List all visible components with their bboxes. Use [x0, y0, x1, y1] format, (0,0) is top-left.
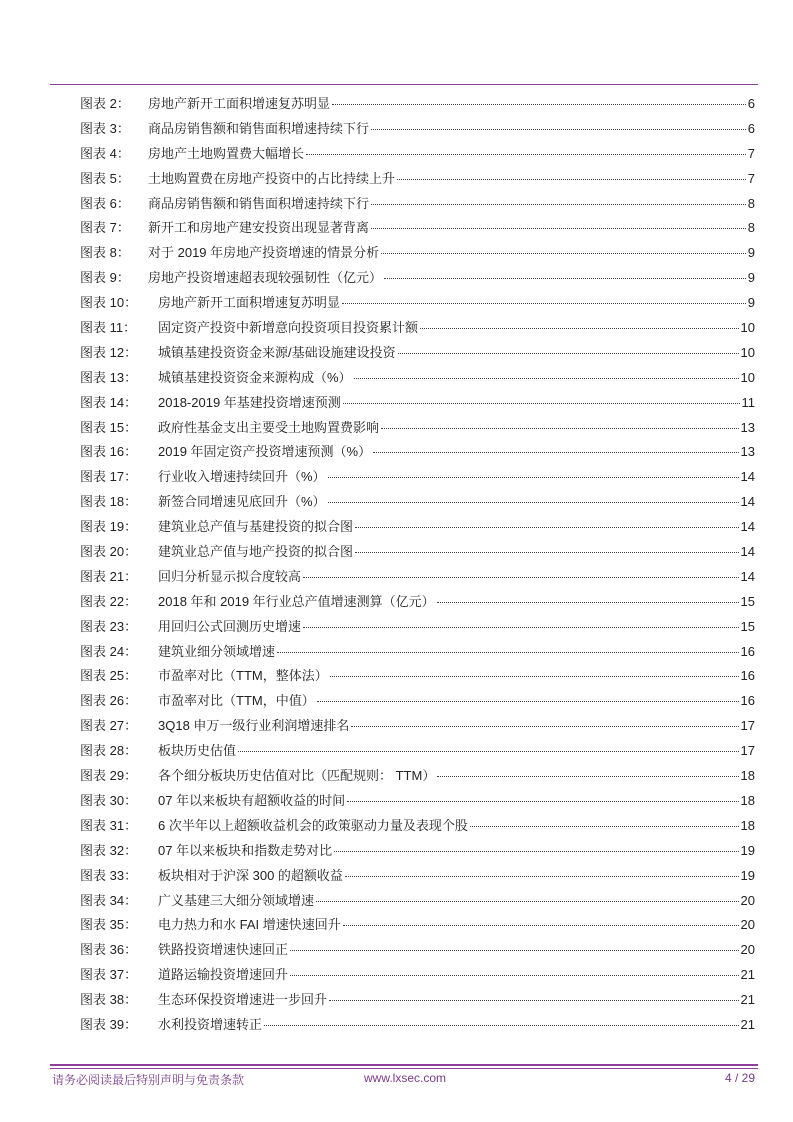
dot-leader: [334, 851, 738, 852]
figure-label: 图表 38：: [80, 992, 138, 1008]
page-number[interactable]: 17: [740, 743, 755, 759]
page-number[interactable]: 9: [747, 270, 755, 286]
figure-label: 图表 34：: [80, 892, 138, 908]
dot-leader: [384, 278, 746, 279]
figure-label: 图表 11：: [80, 320, 137, 336]
toc-entry[interactable]: [80, 465, 755, 490]
page-number[interactable]: 20: [740, 917, 755, 933]
dot-leader: [355, 552, 739, 553]
footer-website-link[interactable]: www.lxsec.com: [364, 1071, 447, 1085]
footer-divider: [50, 1064, 758, 1066]
page-number[interactable]: 18: [740, 792, 755, 808]
toc-entry[interactable]: [80, 1013, 755, 1038]
figure-title[interactable]: 房地产投资增速超表现较强韧性（亿元）: [148, 270, 383, 286]
toc-entry[interactable]: [80, 764, 755, 789]
figure-title[interactable]: 2018 年和 2019 年行业总产值增速测算（亿元）: [158, 593, 435, 609]
page-number[interactable]: 7: [747, 145, 755, 161]
figure-title[interactable]: 新签合同增速见底回升（%）: [158, 494, 326, 510]
figure-title[interactable]: 城镇基建投资资金来源/基础设施建设投资: [158, 344, 396, 360]
page-number[interactable]: 9: [747, 245, 755, 261]
toc-entry[interactable]: [80, 117, 755, 142]
figure-title[interactable]: 07 年以来板块和指数走势对比: [158, 842, 333, 858]
figure-title[interactable]: 电力热力和水 FAI 增速快速回升: [158, 917, 341, 933]
figure-title[interactable]: 板块历史估值: [158, 743, 237, 759]
page-number[interactable]: 20: [740, 942, 755, 958]
figure-title[interactable]: 广义基建三大细分领域增速: [158, 892, 315, 908]
figure-title[interactable]: 房地产新开工面积增速复苏明显: [148, 96, 331, 111]
figure-title[interactable]: 生态环保投资增速进一步回升: [158, 992, 328, 1008]
figure-label: 图表 20：: [80, 544, 138, 560]
dot-leader: [342, 303, 746, 304]
figure-title[interactable]: 建筑业细分领域增速: [158, 643, 276, 659]
figure-title[interactable]: 市盈率对比（TTM，整体法）: [158, 668, 328, 684]
figure-title[interactable]: 水利投资增速转正: [158, 1016, 263, 1032]
dot-leader: [371, 129, 746, 130]
figure-label: 图表 24：: [80, 643, 138, 659]
dot-leader: [316, 901, 739, 902]
toc-entry[interactable]: [80, 391, 755, 416]
dot-leader: [420, 328, 739, 329]
figure-title[interactable]: 2019 年固定资产投资增速预测（%）: [158, 444, 372, 460]
dot-leader: [277, 652, 739, 653]
footer-divider-thin: [50, 1068, 758, 1069]
figure-title[interactable]: 用回归公式回测历史增速: [158, 618, 302, 634]
page-number[interactable]: 10: [740, 320, 755, 336]
toc-entry[interactable]: [80, 291, 755, 316]
figure-label: 图表 12：: [80, 344, 138, 360]
toc-entry[interactable]: [80, 241, 755, 266]
figure-label: 图表 10：: [80, 295, 138, 311]
page-number[interactable]: 17: [740, 718, 755, 734]
figure-title[interactable]: 土地购置费在房地产投资中的占比持续上升: [148, 170, 396, 186]
dot-leader: [398, 353, 739, 354]
figure-title[interactable]: 房地产新开工面积增速复苏明显: [158, 295, 341, 311]
toc-entry[interactable]: [80, 316, 755, 341]
figure-title[interactable]: 市盈率对比（TTM，中值）: [158, 693, 315, 709]
figure-title[interactable]: 政府性基金支出主要受土地购置费影响: [158, 419, 380, 435]
figure-label: 图表 26：: [80, 693, 138, 709]
figure-title[interactable]: 房地产土地购置费大幅增长: [148, 145, 305, 161]
toc-entry[interactable]: [80, 341, 755, 366]
page-number[interactable]: 16: [740, 643, 755, 659]
figure-label: 图表 19：: [80, 519, 138, 535]
figure-label: 图表 6：: [80, 195, 130, 211]
toc-entry[interactable]: [80, 366, 755, 391]
toc-entry[interactable]: [80, 440, 755, 465]
figure-label: 图表 2：: [80, 96, 130, 111]
page-number[interactable]: 14: [740, 544, 755, 560]
figure-label: 图表 30：: [80, 792, 138, 808]
toc-entry[interactable]: [80, 664, 755, 689]
page-number[interactable]: 15: [740, 593, 755, 609]
figure-title[interactable]: 板块相对于沪深 300 的超额收益: [158, 867, 343, 883]
footer-disclaimer[interactable]: 请务必阅读最后特别声明与免责条款: [52, 1073, 245, 1087]
toc-entry[interactable]: [80, 913, 755, 938]
dot-leader: [347, 801, 738, 802]
figure-label: 图表 13：: [80, 369, 138, 385]
figure-label: 图表 32：: [80, 842, 138, 858]
page-number[interactable]: 14: [740, 494, 755, 510]
figure-title[interactable]: 2018-2019 年基建投资增速预测: [158, 394, 341, 410]
page-number[interactable]: 13: [740, 419, 755, 435]
toc-entry[interactable]: [80, 689, 755, 714]
figure-title[interactable]: 商品房销售额和销售面积增速持续下行: [148, 195, 370, 211]
figure-label: 图表 33：: [80, 867, 138, 883]
figure-label: 图表 18：: [80, 494, 138, 510]
figure-label: 图表 5：: [80, 170, 130, 186]
dot-leader: [470, 826, 739, 827]
figure-title[interactable]: 对于 2019 年房地产投资增速的情景分析: [148, 245, 380, 261]
page-number[interactable]: 9: [747, 295, 755, 311]
dot-leader: [332, 104, 746, 105]
figure-label: 图表 37：: [80, 967, 138, 983]
page-number[interactable]: 14: [740, 568, 755, 584]
figure-title[interactable]: 各个细分板块历史估值对比（匹配规则： TTM）: [158, 768, 436, 784]
figure-label: 图表 17：: [80, 469, 138, 485]
figure-title[interactable]: 行业收入增速持续回升（%）: [158, 469, 326, 485]
figure-label: 图表 23：: [80, 618, 138, 634]
figure-title[interactable]: 建筑业总产值与基建投资的拟合图: [158, 519, 354, 535]
header-divider: [50, 84, 758, 85]
page-number[interactable]: 15: [740, 618, 755, 634]
figure-label: 图表 31：: [80, 817, 138, 833]
toc-entry[interactable]: [80, 515, 755, 540]
toc-entry[interactable]: [80, 839, 755, 864]
toc-entry[interactable]: [80, 789, 755, 814]
dot-leader: [437, 602, 739, 603]
page-number[interactable]: 21: [740, 1016, 755, 1032]
dot-leader: [371, 204, 746, 205]
dot-leader: [330, 676, 739, 677]
toc-entry[interactable]: [80, 490, 755, 515]
page-number[interactable]: 10: [740, 369, 755, 385]
toc-entry[interactable]: [80, 216, 755, 241]
dot-leader: [306, 154, 746, 155]
page-number[interactable]: 7: [747, 170, 755, 186]
figure-title[interactable]: 6 次半年以上超额收益机会的政策驱动力量及表现个股: [158, 817, 468, 833]
dot-leader: [354, 378, 739, 379]
figure-label: 图表 3：: [80, 120, 130, 136]
dot-leader: [290, 950, 739, 951]
dot-leader: [355, 527, 739, 528]
figure-title[interactable]: 3Q18 申万一级行业利润增速排名: [158, 718, 350, 734]
page-number[interactable]: 10: [740, 344, 755, 360]
page-number[interactable]: 19: [740, 842, 755, 858]
figure-label: 图表 35：: [80, 917, 138, 933]
page-number[interactable]: 6: [747, 120, 755, 136]
page-number[interactable]: 14: [740, 469, 755, 485]
dot-leader: [303, 577, 739, 578]
toc-entry[interactable]: [80, 739, 755, 764]
figure-label: 图表 14：: [80, 394, 138, 410]
figure-label: 图表 16：: [80, 444, 138, 460]
toc-entry[interactable]: [80, 615, 755, 640]
dot-leader: [264, 1025, 739, 1026]
page-number[interactable]: 16: [740, 693, 755, 709]
dot-leader: [381, 253, 746, 254]
dot-leader: [351, 726, 738, 727]
figure-label: 图表 36：: [80, 942, 138, 958]
toc-entry[interactable]: [80, 142, 755, 167]
figure-label: 图表 15：: [80, 419, 138, 435]
dot-leader: [381, 428, 739, 429]
toc-entry[interactable]: [80, 963, 755, 988]
toc-entry[interactable]: [80, 416, 755, 441]
figure-title[interactable]: 铁路投资增速快速回正: [158, 942, 289, 958]
dot-leader: [290, 975, 739, 976]
dot-leader: [328, 477, 739, 478]
toc-entry[interactable]: [80, 565, 755, 590]
page-number[interactable]: 18: [740, 817, 755, 833]
page-number[interactable]: 18: [740, 768, 755, 784]
figure-label: 图表 29：: [80, 768, 138, 784]
dot-leader: [343, 925, 739, 926]
toc-entry[interactable]: [80, 192, 755, 217]
figure-title[interactable]: 城镇基建投资资金来源构成（%）: [158, 369, 352, 385]
toc-entry[interactable]: [80, 92, 755, 117]
page-number[interactable]: 13: [740, 444, 755, 460]
figure-label: 图表 25：: [80, 668, 138, 684]
figure-label: 图表 21：: [80, 568, 138, 584]
figure-label: 图表 22：: [80, 593, 138, 609]
figure-title[interactable]: 商品房销售额和销售面积增速持续下行: [148, 120, 370, 136]
page-number[interactable]: 8: [747, 195, 755, 211]
dot-leader: [371, 228, 746, 229]
footer-page-number: 4 / 29: [724, 1071, 755, 1085]
figure-title[interactable]: 新开工和房地产建安投资出现显著背离: [148, 220, 370, 236]
toc-entry[interactable]: [80, 938, 755, 963]
page-number[interactable]: 19: [740, 867, 755, 883]
page-number[interactable]: 6: [747, 96, 755, 111]
dot-leader: [238, 751, 739, 752]
toc-entry[interactable]: [80, 640, 755, 665]
figure-title[interactable]: 建筑业总产值与地产投资的拟合图: [158, 544, 354, 560]
page-number[interactable]: 16: [740, 668, 755, 684]
toc-entry[interactable]: [80, 590, 755, 615]
dot-leader: [345, 876, 739, 877]
figure-title[interactable]: 道路运输投资增速回升: [158, 967, 289, 983]
toc-entry[interactable]: [80, 889, 755, 914]
page-number[interactable]: 11: [741, 394, 755, 410]
dot-leader: [373, 452, 738, 453]
figure-label: 图表 4：: [80, 145, 130, 161]
toc-entry[interactable]: [80, 167, 755, 192]
figure-label: 图表 9：: [80, 270, 130, 286]
toc-entry[interactable]: [80, 714, 755, 739]
toc-entry[interactable]: [80, 988, 755, 1013]
toc-entry[interactable]: [80, 864, 755, 889]
dot-leader: [329, 1000, 739, 1001]
page-number[interactable]: 20: [740, 892, 755, 908]
figure-label: 图表 27：: [80, 718, 138, 734]
dot-leader: [317, 701, 739, 702]
page-number[interactable]: 21: [740, 992, 755, 1008]
toc-entry[interactable]: [80, 266, 755, 291]
dot-leader: [397, 179, 746, 180]
dot-leader: [328, 502, 739, 503]
dot-leader: [343, 403, 740, 404]
page-number[interactable]: 21: [740, 967, 755, 983]
toc-entry[interactable]: [80, 814, 755, 839]
figure-label: 图表 39：: [80, 1016, 138, 1032]
figure-label: 图表 28：: [80, 743, 138, 759]
figure-title[interactable]: 回归分析显示拟合度较高: [158, 568, 302, 584]
table-of-figures: [80, 92, 755, 1038]
figure-title[interactable]: 07 年以来板块有超额收益的时间: [158, 792, 346, 808]
dot-leader: [437, 776, 738, 777]
figure-label: 图表 8：: [80, 245, 130, 261]
toc-entry[interactable]: [80, 540, 755, 565]
dot-leader: [303, 627, 739, 628]
figure-label: 图表 7：: [80, 220, 130, 236]
page-number[interactable]: 8: [747, 220, 755, 236]
page-number[interactable]: 14: [740, 519, 755, 535]
figure-title[interactable]: 固定资产投资中新增意向投资项目投资累计额: [158, 320, 419, 336]
